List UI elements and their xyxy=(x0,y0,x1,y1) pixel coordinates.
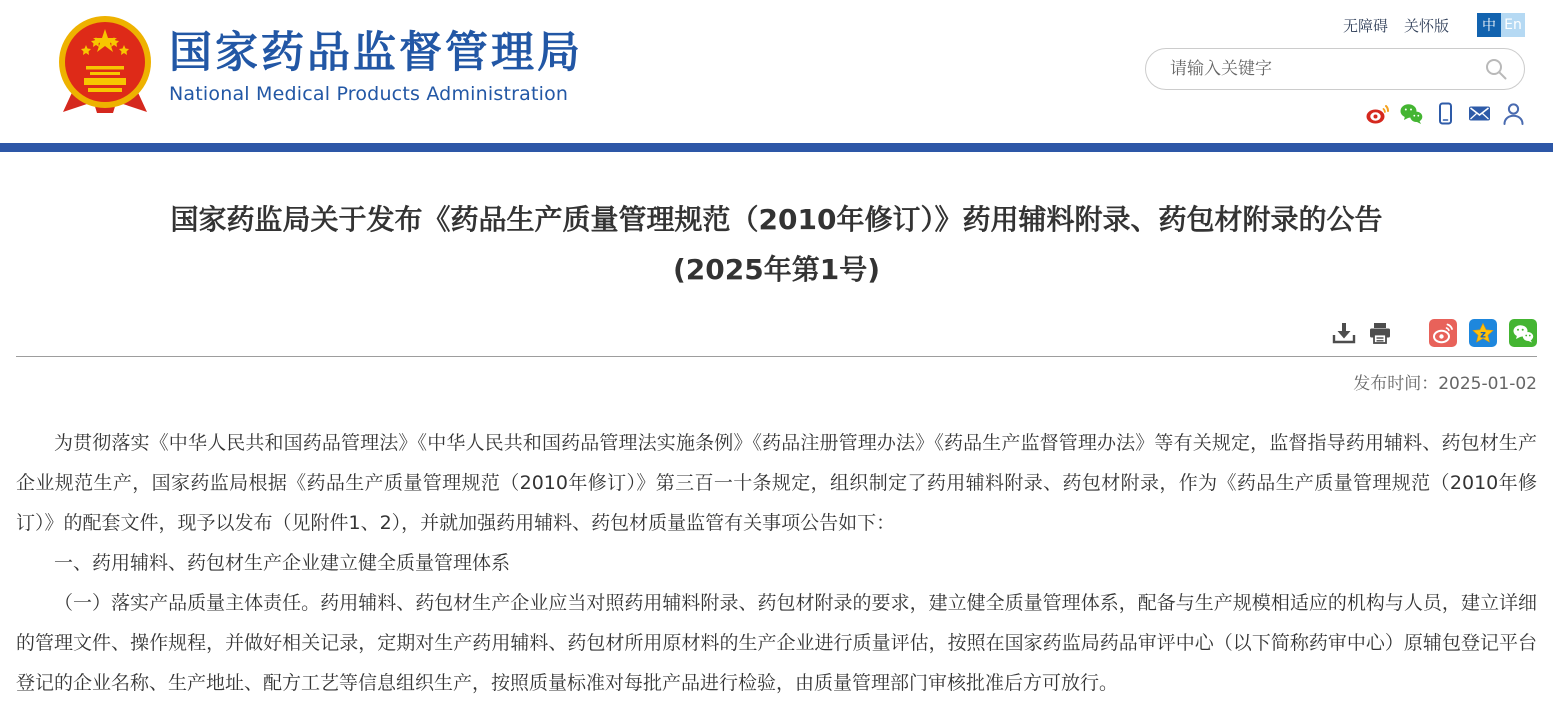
article xyxy=(0,195,1553,703)
top-links xyxy=(1343,12,1525,38)
publish-date-label: 发布时间： xyxy=(1353,374,1439,394)
publish-date-value: 2025-01-02 xyxy=(1438,374,1537,394)
site-header xyxy=(0,0,1553,143)
article-title-line2: (2025年第1号) xyxy=(672,253,880,286)
site-title-cn: 国家药品监督管理局 xyxy=(169,28,583,79)
title-divider xyxy=(16,356,1537,357)
search-icon[interactable] xyxy=(1484,57,1508,81)
lang-zh-button[interactable]: 中 xyxy=(1477,13,1501,37)
site-logo[interactable] xyxy=(55,14,583,118)
share-weibo[interactable] xyxy=(1429,319,1457,347)
svg-text:z: z xyxy=(1480,329,1486,341)
mobile-icon[interactable] xyxy=(1434,102,1457,125)
weibo-icon[interactable] xyxy=(1366,102,1389,125)
article-body xyxy=(16,423,1537,703)
mail-icon[interactable] xyxy=(1468,102,1491,125)
search-input[interactable] xyxy=(1168,58,1484,80)
user-icon[interactable] xyxy=(1502,102,1525,125)
paragraph-intro: 为贯彻落实《中华人民共和国药品管理法》《中华人民共和国药品管理法实施条例》《药品注册管理办法》《药品生产监督管理办法》等有关规定，监督指导药用辅料、药包材生产企业规范生产，国家药监局根据《药品生产质量管理规范（2010年修订）》第三百一十条规定，组织制定了药用辅料附录、药包材附录，作为《药品生产质量管理规范（2010年修订）》的配套文件，现予以发布（见附件1、2），并就加强药用辅料、药包材质量监管有关事项公告如下： xyxy=(16,432,1537,534)
language-toggle xyxy=(1477,13,1525,37)
section-heading-1: 一、药用辅料、药包材生产企业建立健全质量管理体系 xyxy=(54,552,511,574)
print-icon[interactable] xyxy=(1367,320,1393,346)
accessibility-link[interactable]: 无障碍 xyxy=(1342,16,1388,35)
wechat-icon[interactable] xyxy=(1400,102,1423,125)
header-social-icons xyxy=(1366,102,1525,125)
search-box xyxy=(1145,48,1525,90)
publish-date xyxy=(16,369,1537,393)
site-title-en: National Medical Products Administration xyxy=(169,82,569,105)
share-wechat[interactable] xyxy=(1509,319,1537,347)
lang-en-button[interactable]: En xyxy=(1501,13,1525,37)
article-toolbar xyxy=(16,318,1537,348)
share-qzone[interactable] xyxy=(1469,319,1497,347)
article-title-line1: 国家药监局关于发布《药品生产质量管理规范（2010年修订）》药用辅料附录、药包材附录的公告 xyxy=(170,203,1383,236)
header-divider-bar xyxy=(0,143,1553,152)
download-icon[interactable] xyxy=(1331,320,1357,346)
care-version-link[interactable]: 关怀版 xyxy=(1403,16,1449,35)
article-title xyxy=(56,195,1497,295)
national-emblem-icon xyxy=(55,14,155,118)
paragraph-1-1: （一）落实产品质量主体责任。药用辅料、药包材生产企业应当对照药用辅料附录、药包材附录的要求，建立健全质量管理体系，配备与生产规模相适应的机构与人员，建立详细的管理文件、操作规程，并做好相关记录，定期对生产药用辅料、药包材所用原材料的生产企业进行质量评估，按照在国家药监局药品审评中心（以下简称药审中心）原辅包登记平台登记的企业名称、生产地址、配方工艺等信息组织生产，按照质量标准对每批产品进行检验，由质量管理部门审核批准后方可放行。 xyxy=(16,592,1537,694)
